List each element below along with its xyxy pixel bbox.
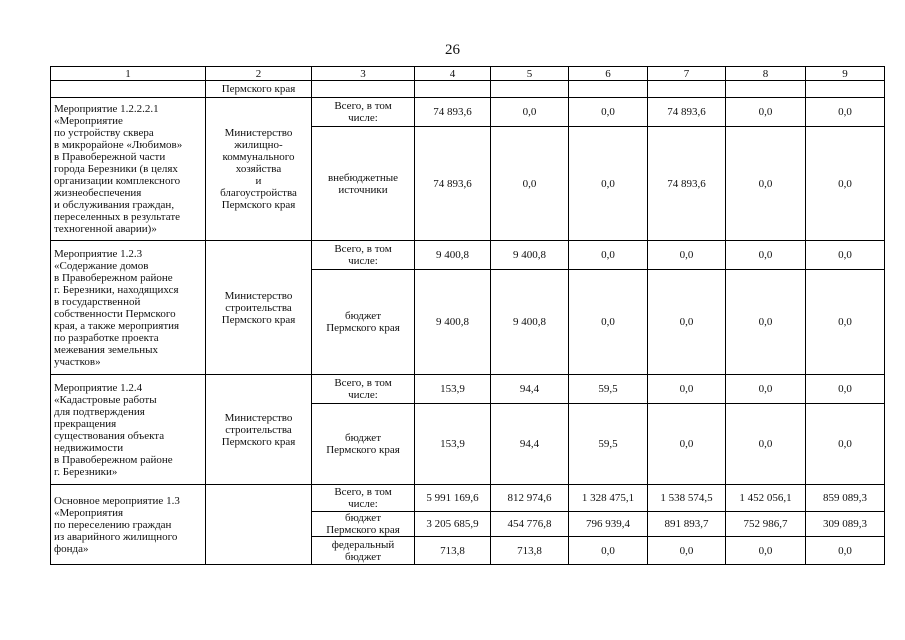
continuation-measure-cell <box>51 81 206 98</box>
amount-cell: 0,0 <box>726 98 806 127</box>
amount-cell: 9 400,8 <box>491 241 569 270</box>
amount-cell: 153,9 <box>415 375 491 404</box>
amount-cell: 796 939,4 <box>569 512 648 537</box>
column-number-header: 9 <box>806 67 885 81</box>
measure-total-row <box>51 241 885 270</box>
amount-cell: 309 089,3 <box>806 512 885 537</box>
budget-table <box>50 66 885 565</box>
amount-cell: 0,0 <box>726 537 806 565</box>
column-number-header: 2 <box>206 67 312 81</box>
amount-cell: 0,0 <box>806 537 885 565</box>
amount-cell: 0,0 <box>648 241 726 270</box>
continuation-empty-cell <box>806 81 885 98</box>
amount-cell: 9 400,8 <box>415 270 491 375</box>
amount-cell: 0,0 <box>726 241 806 270</box>
amount-cell: 812 974,6 <box>491 485 569 512</box>
amount-cell: 74 893,6 <box>648 127 726 241</box>
amount-cell: 0,0 <box>726 270 806 375</box>
amount-cell: 752 986,7 <box>726 512 806 537</box>
funding-source-cell: бюджет Пермского края <box>312 404 415 485</box>
amount-cell: 0,0 <box>491 98 569 127</box>
amount-cell: 0,0 <box>569 98 648 127</box>
column-number-header: 4 <box>415 67 491 81</box>
amount-cell: 454 776,8 <box>491 512 569 537</box>
amount-cell: 0,0 <box>569 270 648 375</box>
amount-cell: 74 893,6 <box>648 98 726 127</box>
funding-source-cell: Всего, в том числе: <box>312 485 415 512</box>
funding-source-cell: бюджет Пермского края <box>312 512 415 537</box>
amount-cell: 1 328 475,1 <box>569 485 648 512</box>
measure-name-cell: Мероприятие 1.2.4 «Кадастровые работы для подтверждения прекращения существования объекта недвижимости в Правобережном районе г. Березники» <box>51 375 206 485</box>
amount-cell: 94,4 <box>491 404 569 485</box>
amount-cell: 0,0 <box>806 270 885 375</box>
measure-total-row <box>51 485 885 512</box>
column-number-header: 1 <box>51 67 206 81</box>
column-number-header: 6 <box>569 67 648 81</box>
amount-cell: 0,0 <box>491 127 569 241</box>
amount-cell: 0,0 <box>726 127 806 241</box>
measure-name-cell: Мероприятие 1.2.3 «Содержание домов в Правобережном районе г. Березники, находящихся в государственной собственности Пермского края, а также мероприятия по разработке проекта межевания земельных участков» <box>51 241 206 375</box>
amount-cell: 0,0 <box>806 241 885 270</box>
amount-cell: 1 538 574,5 <box>648 485 726 512</box>
continuation-empty-cell <box>312 81 415 98</box>
amount-cell: 0,0 <box>569 537 648 565</box>
column-number-header: 5 <box>491 67 569 81</box>
amount-cell: 0,0 <box>806 375 885 404</box>
amount-cell: 3 205 685,9 <box>415 512 491 537</box>
column-number-header-row <box>51 67 885 81</box>
continuation-empty-cell <box>491 81 569 98</box>
amount-cell: 94,4 <box>491 375 569 404</box>
column-number-header: 3 <box>312 67 415 81</box>
amount-cell: 0,0 <box>806 127 885 241</box>
amount-cell: 1 452 056,1 <box>726 485 806 512</box>
continuation-empty-cell <box>569 81 648 98</box>
amount-cell: 859 089,3 <box>806 485 885 512</box>
amount-cell: 0,0 <box>806 98 885 127</box>
amount-cell: 713,8 <box>491 537 569 565</box>
amount-cell: 74 893,6 <box>415 127 491 241</box>
responsible-executor-cell <box>206 485 312 565</box>
amount-cell: 153,9 <box>415 404 491 485</box>
amount-cell: 0,0 <box>726 404 806 485</box>
funding-source-cell: бюджет Пермского края <box>312 270 415 375</box>
responsible-executor-cell: Министерство жилищно- коммунального хозяйства и благоустройства Пермского края <box>206 98 312 241</box>
funding-source-cell: внебюджетные источники <box>312 127 415 241</box>
amount-cell: 0,0 <box>806 404 885 485</box>
amount-cell: 59,5 <box>569 404 648 485</box>
amount-cell: 0,0 <box>648 270 726 375</box>
measure-total-row <box>51 98 885 127</box>
amount-cell: 891 893,7 <box>648 512 726 537</box>
responsible-executor-cell: Министерство строительства Пермского края <box>206 241 312 375</box>
amount-cell: 0,0 <box>648 404 726 485</box>
continuation-responsible-cell: Пермского края <box>206 81 312 98</box>
column-number-header: 7 <box>648 67 726 81</box>
continuation-row <box>51 81 885 98</box>
amount-cell: 0,0 <box>569 241 648 270</box>
responsible-executor-cell: Министерство строительства Пермского края <box>206 375 312 485</box>
amount-cell: 59,5 <box>569 375 648 404</box>
amount-cell: 9 400,8 <box>491 270 569 375</box>
continuation-empty-cell <box>726 81 806 98</box>
measure-name-cell: Мероприятие 1.2.2.2.1 «Мероприятие по устройству сквера в микрорайоне «Любимов» в Правобережной части города Березники (в целях организации комплексного жизнеобеспечения и обслуживания граждан, переселенных в результате техногенной аварии)» <box>51 98 206 241</box>
continuation-empty-cell <box>648 81 726 98</box>
funding-source-cell: Всего, в том числе: <box>312 375 415 404</box>
amount-cell: 74 893,6 <box>415 98 491 127</box>
measure-total-row <box>51 375 885 404</box>
funding-source-cell: Всего, в том числе: <box>312 241 415 270</box>
measure-name-cell: Основное мероприятие 1.3 «Мероприятия по переселению граждан из аварийного жилищного фонда» <box>51 485 206 565</box>
continuation-empty-cell <box>415 81 491 98</box>
column-number-header: 8 <box>726 67 806 81</box>
amount-cell: 0,0 <box>648 375 726 404</box>
amount-cell: 0,0 <box>569 127 648 241</box>
funding-source-cell: Всего, в том числе: <box>312 98 415 127</box>
amount-cell: 5 991 169,6 <box>415 485 491 512</box>
amount-cell: 0,0 <box>726 375 806 404</box>
amount-cell: 713,8 <box>415 537 491 565</box>
amount-cell: 9 400,8 <box>415 241 491 270</box>
funding-source-cell: федеральный бюджет <box>312 537 415 565</box>
page-number: 26 <box>445 42 460 58</box>
amount-cell: 0,0 <box>648 537 726 565</box>
